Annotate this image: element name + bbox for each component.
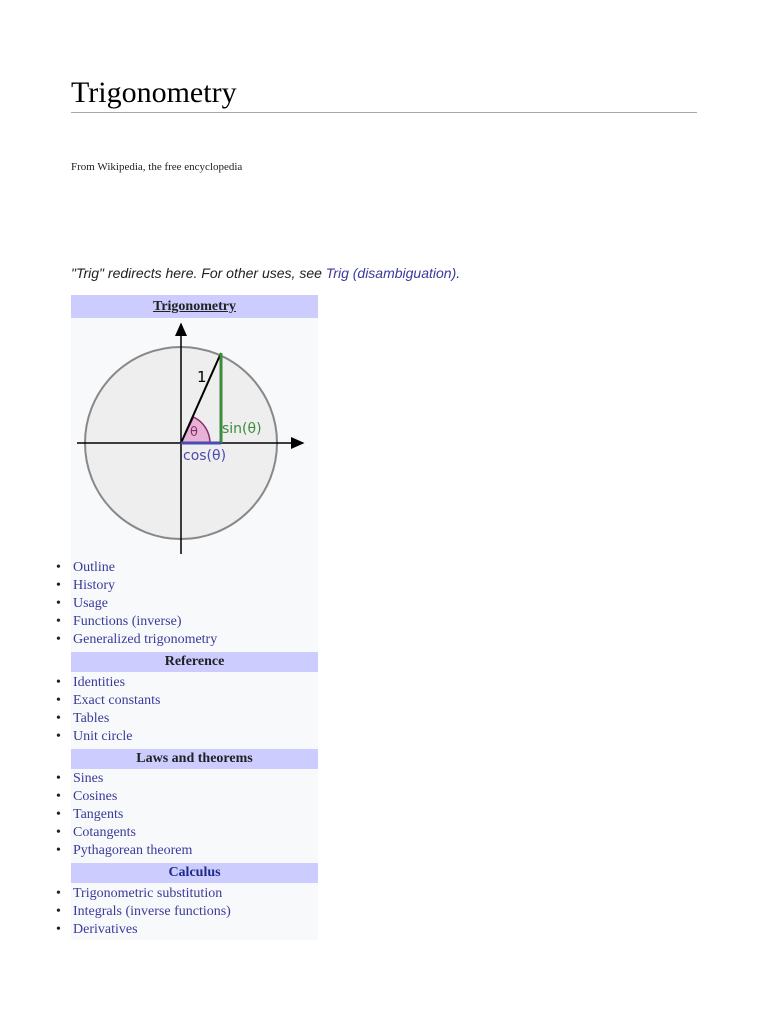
calculus-list — [71, 885, 231, 939]
cosines-link[interactable]: Cosines — [73, 789, 118, 804]
list-item — [71, 824, 192, 842]
inverse-functions-link[interactable]: (inverse) — [128, 614, 182, 629]
generalized-trig-link[interactable]: Generalized trigonometry — [73, 632, 218, 647]
list-item — [71, 806, 192, 824]
hatnote-suffix: . — [456, 265, 461, 281]
sin-label: sin(θ) — [222, 421, 262, 437]
page-title: Trigonometry — [71, 76, 237, 109]
infobox-title[interactable]: Trigonometry — [71, 295, 318, 318]
list-item — [71, 613, 217, 631]
history-link[interactable]: History — [73, 578, 115, 593]
hatnote-text: "Trig" redirects here. For other uses, see — [71, 265, 326, 281]
list-item — [71, 903, 231, 921]
list-item — [71, 728, 160, 746]
functions-link[interactable]: Functions — [73, 614, 129, 629]
cotangents-link[interactable]: Cotangents — [73, 825, 136, 840]
identities-link[interactable]: Identities — [73, 675, 126, 690]
list-item — [71, 674, 160, 692]
laws-list — [71, 770, 192, 860]
inverse-integrals-link[interactable]: (inverse functions) — [121, 904, 231, 919]
title-divider — [71, 112, 697, 113]
hatnote — [71, 265, 460, 281]
outline-link[interactable]: Outline — [73, 560, 115, 575]
list-item — [71, 788, 192, 806]
list-item — [71, 921, 231, 939]
tables-link[interactable]: Tables — [73, 711, 110, 726]
list-item — [71, 692, 160, 710]
angle-label: θ — [190, 425, 198, 440]
list-item — [71, 885, 231, 903]
list-item — [71, 710, 160, 728]
list-item — [71, 577, 217, 595]
unit-circle-link[interactable]: Unit circle — [73, 729, 133, 744]
exact-constants-link[interactable]: Exact constants — [73, 693, 161, 708]
infobox-main-list — [71, 559, 217, 649]
list-item — [71, 770, 192, 788]
sines-link[interactable]: Sines — [73, 771, 104, 786]
integrals-link[interactable]: Integrals — [73, 904, 122, 919]
tangents-link[interactable]: Tangents — [73, 807, 124, 822]
list-item — [71, 595, 217, 613]
usage-link[interactable]: Usage — [73, 596, 108, 611]
trig-substitution-link[interactable]: Trigonometric substitution — [73, 886, 223, 901]
reference-list — [71, 674, 160, 746]
pythagorean-theorem-link[interactable]: Pythagorean theorem — [73, 843, 193, 858]
unit-circle-diagram — [71, 318, 318, 556]
derivatives-link[interactable]: Derivatives — [73, 922, 138, 937]
list-item — [71, 842, 192, 860]
reference-header: Reference — [71, 652, 318, 672]
disambiguation-link[interactable]: Trig (disambiguation) — [325, 265, 457, 281]
calculus-header[interactable]: Calculus — [71, 863, 318, 883]
list-item — [71, 631, 217, 649]
radius-label: 1 — [197, 368, 207, 386]
infobox — [71, 295, 318, 940]
site-tagline: From Wikipedia, the free encyclopedia — [71, 161, 243, 173]
cos-label: cos(θ) — [183, 448, 227, 464]
laws-header: Laws and theorems — [71, 749, 318, 769]
list-item — [71, 559, 217, 577]
